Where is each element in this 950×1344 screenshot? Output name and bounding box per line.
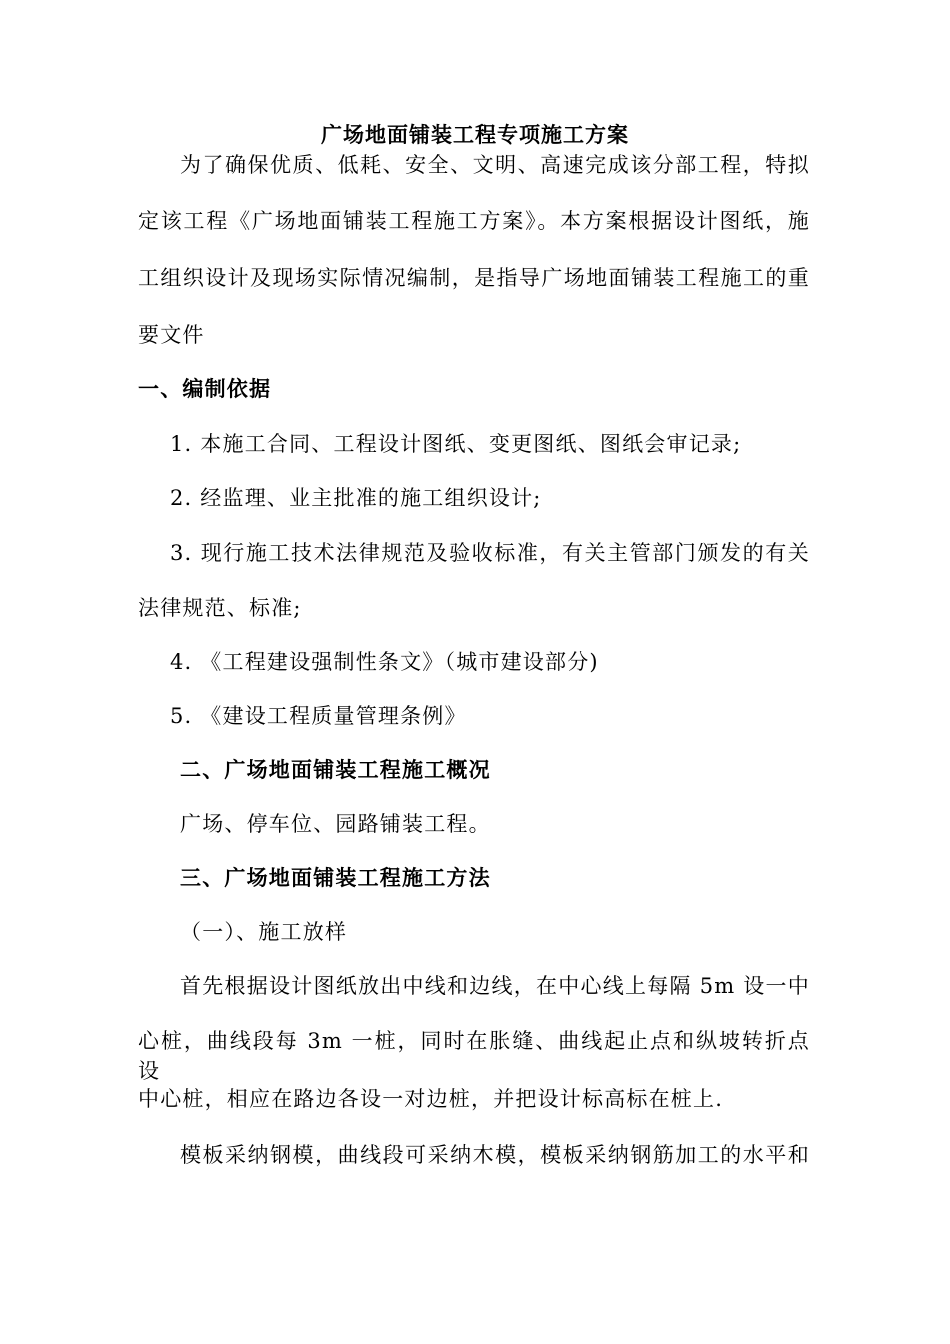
section-2-text: 广场、停车位、园路铺装工程。: [180, 812, 491, 836]
section-1-item-3-cont: 法律规范、标准;: [138, 596, 302, 620]
intro-line-3: 工组织设计及现场实际情况编制，是指导广场地面铺装工程施工的重: [138, 266, 810, 290]
section-3-para-1-line-1: 首先根据设计图纸放出中线和边线，在中心线上每隔 5m 设一中: [180, 974, 810, 998]
section-1-item-2: 2. 经监理、业主批准的施工组织设计;: [170, 486, 542, 510]
section-3-subheading: （一）、施工放样: [180, 920, 348, 944]
section-1-item-4: 4. 《工程建设强制性条文》（城市建设部分): [170, 650, 599, 674]
section-3-para-1-line-2: 心桩，曲线段每 3m 一桩，同时在胀缝、曲线起止点和纵坡转折点设: [138, 1029, 810, 1083]
section-2-heading: 二、广场地面铺装工程施工概况: [180, 757, 491, 782]
section-3-heading: 三、广场地面铺装工程施工方法: [180, 865, 491, 890]
section-1-item-5: 5. 《建设工程质量管理条例》: [170, 704, 467, 728]
section-3-para-2-line-1: 模板采纳钢模，曲线段可采纳木模，模板采纳钢筋加工的水平和: [180, 1143, 810, 1167]
section-3-para-1-line-3: 中心桩，相应在路边各设一对边桩，并把设计标高标在桩上.: [138, 1087, 724, 1111]
intro-line-2: 定该工程《广场地面铺装工程施工方案》。本方案根据设计图纸，施: [138, 209, 810, 233]
intro-line-4: 要文件: [138, 323, 205, 347]
intro-line-1: 为了确保优质、低耗、安全、文明、高速完成该分部工程，特拟: [180, 153, 810, 177]
document-title: 广场地面铺装工程专项施工方案: [321, 122, 629, 147]
section-1-item-1: 1. 本施工合同、工程设计图纸、变更图纸、图纸会审记录;: [170, 432, 742, 456]
section-1-item-3: 3. 现行施工技术法律规范及验收标准，有关主管部门颁发的有关: [170, 541, 810, 565]
section-1-heading: 一、编制依据: [138, 376, 272, 401]
